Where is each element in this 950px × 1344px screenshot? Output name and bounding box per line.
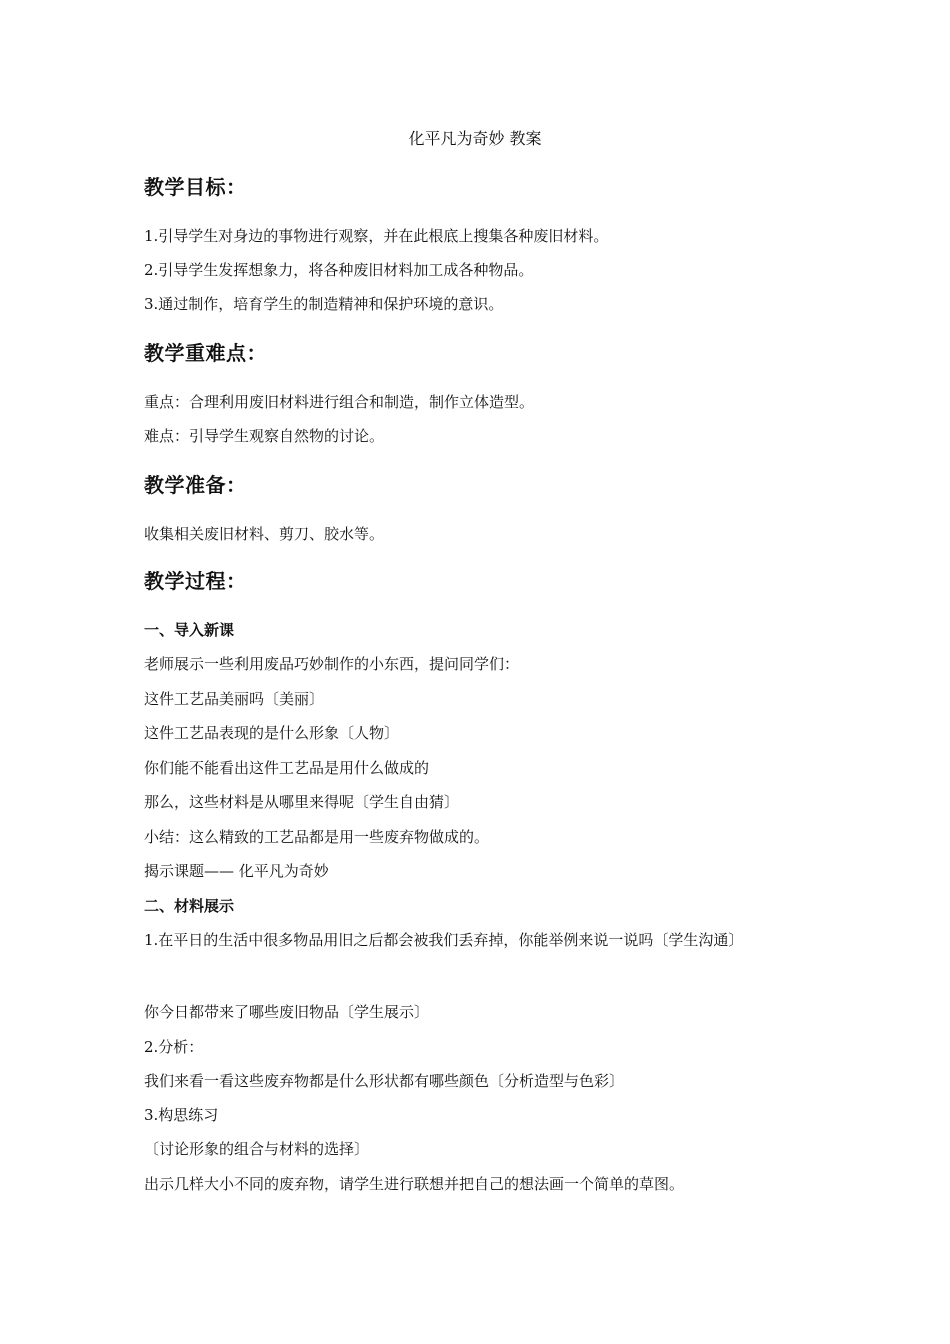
process-part2-heading: 二、材料展示 bbox=[144, 897, 235, 915]
section-heading-goals: 教学目标： bbox=[144, 175, 247, 199]
process-part2-line: 〔讨论形象的组合与材料的选择〕 bbox=[144, 1140, 370, 1158]
process-part1-line: 小结：这么精致的工艺品都是用一些废弃物做成的。 bbox=[144, 828, 490, 846]
process-part1-line: 你们能不能看出这件工艺品是用什么做成的 bbox=[144, 759, 430, 777]
key-point-item: 重点：合理利用废旧材料进行组合和制造，制作立体造型。 bbox=[144, 393, 535, 411]
preparation-item: 收集相关废旧材料、剪刀、胶水等。 bbox=[144, 525, 385, 543]
process-part2-line: 2.分析： bbox=[144, 1038, 204, 1056]
process-part2-line: 3.构思练习 bbox=[144, 1106, 219, 1124]
process-part2-line: 1.在平日的生活中很多物品用旧之后都会被我们丢弃掉，你能举例来说一说吗〔学生沟通〕 bbox=[144, 931, 744, 949]
section-heading-preparation: 教学准备： bbox=[144, 473, 247, 497]
process-part2-line: 你今日都带来了哪些废旧物品〔学生展示〕 bbox=[144, 1003, 430, 1021]
process-part1-line: 老师展示一些利用废品巧妙制作的小东西，提问同学们： bbox=[144, 655, 520, 673]
process-part1-line: 这件工艺品美丽吗〔美丽〕 bbox=[144, 690, 325, 708]
document-title: 化平凡为奇妙 教案 bbox=[408, 129, 542, 148]
process-part2-line: 出示几样大小不同的废弃物，请学生进行联想并把自己的想法画一个简单的草图。 bbox=[144, 1175, 685, 1193]
process-part1-line: 那么，这些材料是从哪里来得呢〔学生自由猜〕 bbox=[144, 793, 460, 811]
process-part1-line: 揭示课题—— 化平凡为奇妙 bbox=[144, 862, 329, 880]
difficulty-item: 难点：引导学生观察自然物的讨论。 bbox=[144, 427, 385, 445]
process-part1-heading: 一、导入新课 bbox=[144, 621, 235, 639]
goal-item-2: 2.引导学生发挥想象力，将各种废旧材料加工成各种物品。 bbox=[144, 261, 534, 279]
process-part1-line: 这件工艺品表现的是什么形象〔人物〕 bbox=[144, 724, 400, 742]
section-heading-key-points: 教学重难点： bbox=[144, 341, 267, 365]
goal-item-1: 1.引导学生对身边的事物进行观察，并在此根底上搜集各种废旧材料。 bbox=[144, 227, 609, 245]
goal-item-3: 3.通过制作，培育学生的制造精神和保护环境的意识。 bbox=[144, 295, 504, 313]
process-part2-line: 我们来看一看这些废弃物都是什么形状都有哪些颜色〔分析造型与色彩〕 bbox=[144, 1072, 625, 1090]
section-heading-process: 教学过程： bbox=[144, 569, 247, 593]
